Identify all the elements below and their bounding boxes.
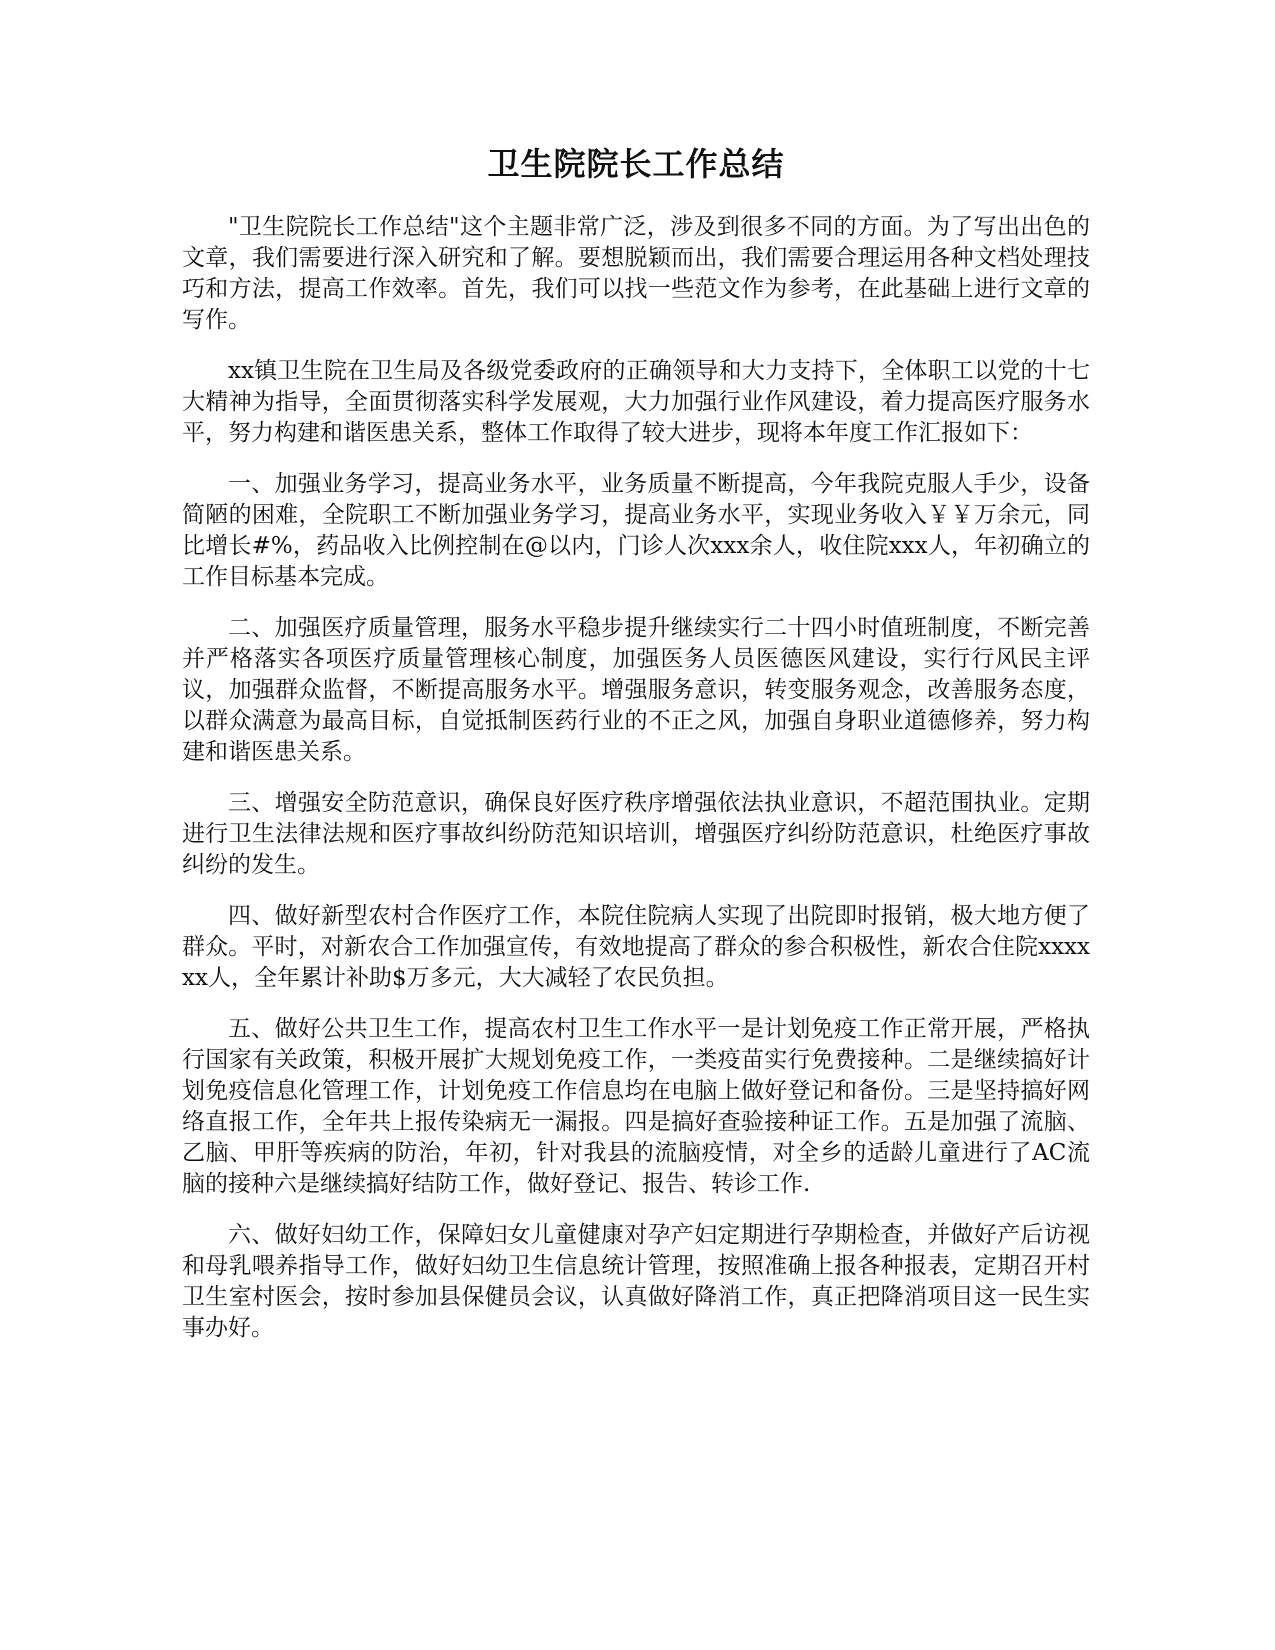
paragraph-section-4: 四、做好新型农村合作医疗工作，本院住院病人实现了出院即时报销，极大地方便了群众。平时，对新农合工作加强宣传，有效地提高了群众的参合积极性，新农合住院xxxxxx人，全年累计补助$万多元，大大减轻了农民负担。 <box>182 903 1090 991</box>
paragraph-section-3: 三、增强安全防范意识，确保良好医疗秩序增强依法执业意识，不超范围执业。定期进行卫生法律法规和医疗事故纠纷防范知识培训，增强医疗纠纷防范意识，杜绝医疗事故纠纷的发生。 <box>182 790 1090 878</box>
paragraph-section-1: 一、加强业务学习，提高业务水平，业务质量不断提高，今年我院克服人手少，设备简陋的困难，全院职工不断加强业务学习，提高业务水平，实现业务收入￥￥万余元，同比增长#%，药品收入比例控制在@以内，门诊人次xxx余人，收住院xxx人，年初确立的工作目标基本完成。 <box>182 471 1090 590</box>
document-body <box>182 140 1090 1364</box>
document-title: 卫生院院长工作总结 <box>487 145 785 183</box>
paragraph-intro: "卫生院院长工作总结"这个主题非常广泛，涉及到很多不同的方面。为了写出出色的文章，我们需要进行深入研究和了解。要想脱颖而出，我们需要合理运用各种文档处理技巧和方法，提高工作效率。首先，我们可以找一些范文作为参考，在此基础上进行文章的写作。 <box>182 214 1090 333</box>
paragraph-section-5: 五、做好公共卫生工作，提高农村卫生工作水平一是计划免疫工作正常开展，严格执行国家有关政策，积极开展扩大规划免疫工作，一类疫苗实行免费接种。二是继续搞好计划免疫信息化管理工作，计划免疫工作信息均在电脑上做好登记和备份。三是坚持搞好网络直报工作，全年共上报传染病无一漏报。四是搞好查验接种证工作。五是加强了流脑、乙脑、甲肝等疾病的防治，年初，针对我县的流脑疫情，对全乡的适龄儿童进行了AC流脑的接种六是继续搞好结防工作，做好登记、报告、转诊工作. <box>182 1016 1090 1197</box>
paragraph-section-6: 六、做好妇幼工作，保障妇女儿童健康对孕产妇定期进行孕期检查，并做好产后访视和母乳喂养指导工作，做好妇幼卫生信息统计管理，按照准确上报各种报表，定期召开村卫生室村医会，按时参加县保健员会议，认真做好降消工作，真正把降消项目这一民生实事办好。 <box>182 1222 1090 1341</box>
paragraph-section-2: 二、加强医疗质量管理，服务水平稳步提升继续实行二十四小时值班制度，不断完善并严格落实各项医疗质量管理核心制度，加强医务人员医德医风建设，实行行风民主评议，加强群众监督，不断提高服务水平。增强服务意识，转变服务观念，改善服务态度，以群众满意为最高目标，自觉抵制医药行业的不正之风，加强自身职业道德修养，努力构建和谐医患关系。 <box>182 615 1090 765</box>
paragraph-overview: xx镇卫生院在卫生局及各级党委政府的正确领导和大力支持下，全体职工以党的十七大精神为指导，全面贯彻落实科学发展观，大力加强行业作风建设，着力提高医疗服务水平，努力构建和谐医患关系，整体工作取得了较大进步，现将本年度工作汇报如下： <box>182 358 1090 446</box>
